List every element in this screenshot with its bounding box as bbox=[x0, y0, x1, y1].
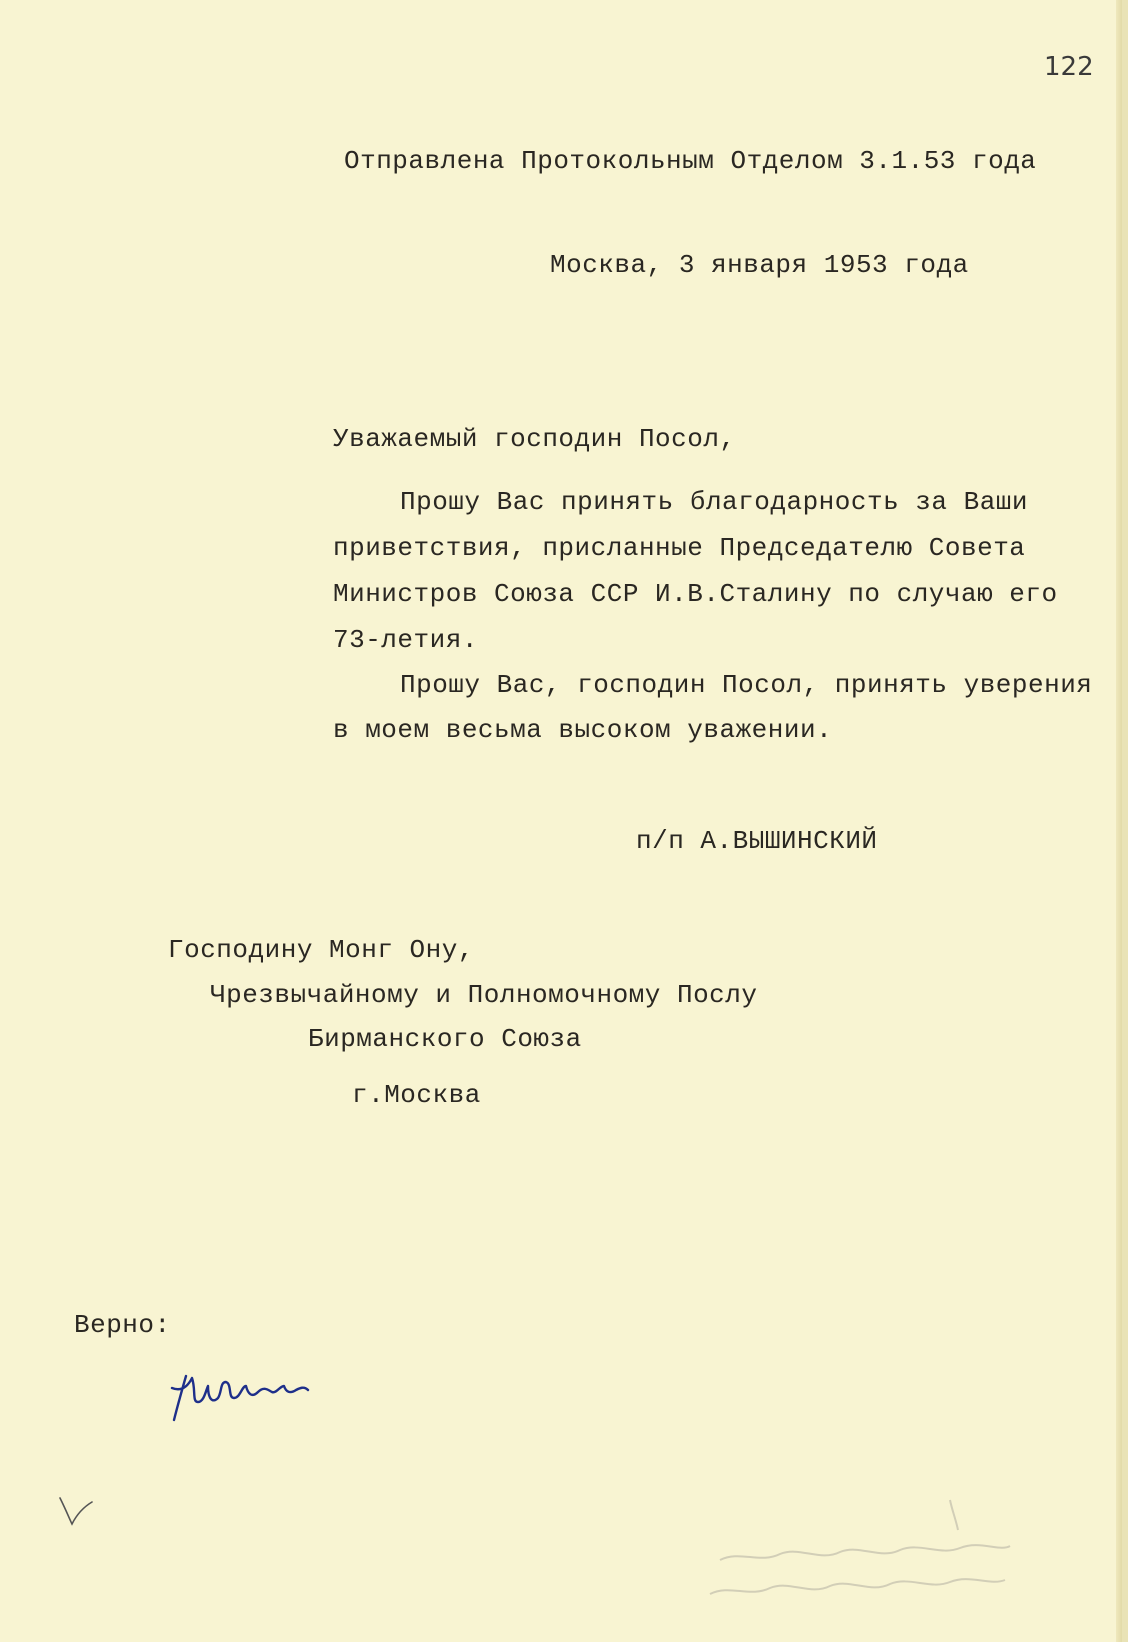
addressee-title: Чрезвычайному и Полномочному Послу bbox=[210, 980, 758, 1010]
body-line: приветствия, присланные Председателю Совета bbox=[333, 533, 1026, 563]
archive-page-number: 122 bbox=[1044, 52, 1094, 82]
salutation: Уважаемый господин Посол, bbox=[333, 424, 736, 454]
pencil-check-mark bbox=[56, 1490, 96, 1530]
faded-pencil-note bbox=[700, 1490, 1030, 1610]
addressee-city: г.Москва bbox=[352, 1080, 481, 1110]
signatory: п/п А.ВЫШИНСКИЙ bbox=[636, 826, 878, 856]
body-line: Министров Союза ССР И.В.Сталину по случаю его bbox=[333, 579, 1058, 609]
place-date: Москва, 3 января 1953 года bbox=[550, 250, 969, 280]
handwritten-signature bbox=[168, 1368, 318, 1428]
body-line: Прошу Вас принять благодарность за Ваши bbox=[400, 487, 1028, 517]
certification-label: Верно: bbox=[74, 1310, 171, 1340]
body-line: 73-летия. bbox=[333, 625, 478, 655]
body-line: Прошу Вас, господин Посол, принять уверения bbox=[400, 670, 1093, 700]
body-line: в моем весьма высоком уважении. bbox=[333, 715, 833, 745]
paper-edge bbox=[1116, 0, 1122, 1642]
addressee-name: Господину Монг Ону, bbox=[168, 935, 474, 965]
addressee-country: Бирманского Союза bbox=[308, 1024, 582, 1054]
dispatch-note: Отправлена Протокольным Отделом 3.1.53 года bbox=[344, 146, 1037, 176]
